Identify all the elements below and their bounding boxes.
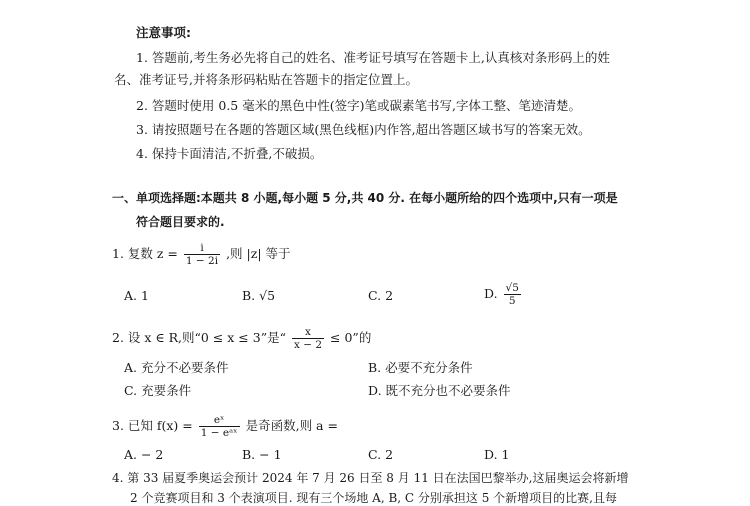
notice-item-1: 1. 答题前,考生务必先将自己的姓名、准考证号填写在答题卡上,认真核对条形码上的姓 <box>136 50 610 65</box>
question-2 <box>112 326 371 351</box>
q2-option-c: C. 充要条件 <box>124 383 192 398</box>
q1-option-b: B. √5 <box>242 288 276 303</box>
question-4-cont: 2 个竞赛项目和 3 个表演项目. 现有三个场地 A, B, C 分别承担这 5 个新增项目的比赛,且每 <box>130 491 617 505</box>
q1-option-c: C. 2 <box>368 288 394 303</box>
question-4: 4. 第 33 届夏季奥运会预计 2024 年 7 月 26 日至 8 月 11 日在法国巴黎举办,这届奥运会将新增 <box>112 471 629 485</box>
q1-option-d-label: D. <box>484 286 498 301</box>
q1-prefix: 1. 复数 z = <box>112 246 178 261</box>
notice-item-4: 4. 保持卡面清洁,不折叠,不破损。 <box>136 146 323 161</box>
question-1 <box>112 242 291 267</box>
q3-frac-num: eˣ <box>213 414 225 426</box>
q2-option-b: B. 必要不充分条件 <box>368 360 473 375</box>
q3-prefix: 3. 已知 f(x) = <box>112 418 193 433</box>
q1-suffix: ,则 |z| 等于 <box>226 246 291 261</box>
q3-frac-den: 1 − eᵃˣ <box>200 427 238 439</box>
q3-fraction <box>199 414 240 439</box>
q3-option-a: A. − 2 <box>124 447 164 462</box>
q2-frac-den: x − 2 <box>293 339 323 351</box>
q1-option-d-fraction <box>504 282 521 307</box>
notice-item-3: 3. 请按照题号在各题的答题区域(黑色线框)内作答,超出答题区域书写的答案无效。 <box>136 122 591 137</box>
q2-option-a: A. 充分不必要条件 <box>124 360 229 375</box>
notice-title: 注意事项: <box>136 25 191 40</box>
q1-d-den: 5 <box>504 294 521 307</box>
question-3 <box>112 414 338 439</box>
q2-prefix: 2. 设 x ∈ R,则“0 ≤ x ≤ 3”是“ <box>112 330 286 345</box>
q3-suffix: 是奇函数,则 a = <box>245 418 338 433</box>
q3-option-b: B. − 1 <box>242 447 282 462</box>
section-heading: 一、单项选择题:本题共 8 小题,每小题 5 分,共 40 分. 在每小题所给的四个选项中,只有一项是 <box>112 191 618 205</box>
section-heading-cont: 符合题目要求的. <box>136 215 225 229</box>
q1-option-d <box>484 282 523 307</box>
q2-frac-num: x <box>305 326 311 338</box>
q2-option-d: D. 既不充分也不必要条件 <box>368 383 511 398</box>
q3-option-c: C. 2 <box>368 447 394 462</box>
q2-fraction <box>292 326 324 351</box>
q1-frac-den: 1 − 2i <box>185 255 219 267</box>
notice-item-2: 2. 答题时使用 0.5 毫米的黑色中性(签字)笔或碳素笔书写,字体工整、笔迹清楚。 <box>136 98 581 113</box>
q3-option-d: D. 1 <box>484 447 510 462</box>
q1-d-num: √5 <box>505 282 519 294</box>
q1-option-a: A. 1 <box>124 288 149 303</box>
notice-item-1-cont: 名、准考证号,并将条形码粘贴在答题卡的指定位置上。 <box>114 72 418 87</box>
q2-suffix: ≤ 0”的 <box>330 330 372 345</box>
q1-frac-num: i <box>200 242 204 254</box>
q1-fraction <box>184 242 220 267</box>
